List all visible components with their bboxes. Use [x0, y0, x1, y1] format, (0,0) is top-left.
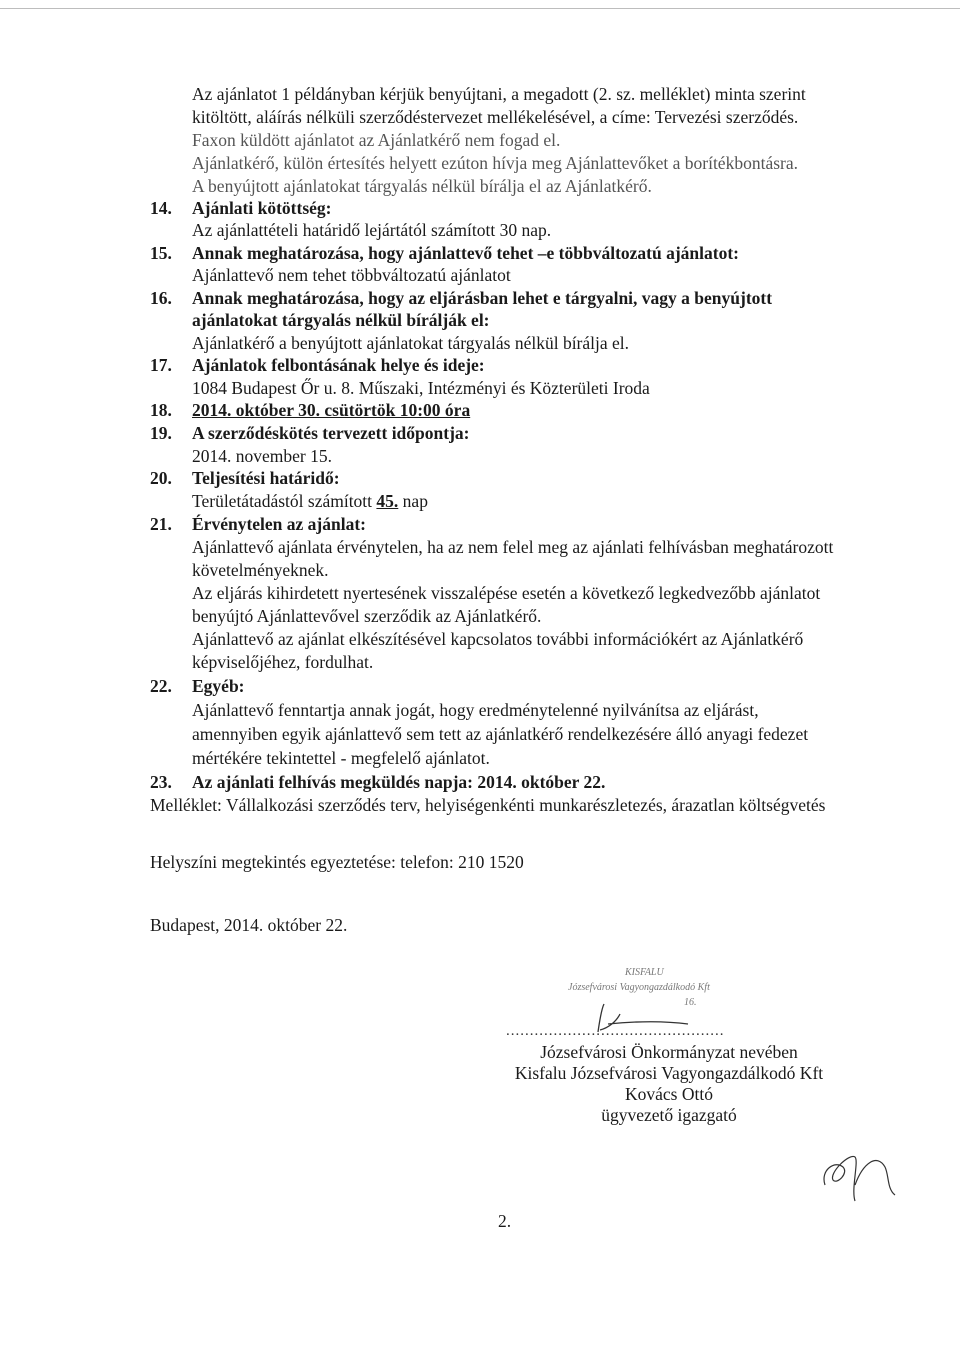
intro-line-2: kitöltött, aláírás nélküli szerződéstervezet mellékelésével, a címe: Tervezési szerződés. [192, 107, 799, 127]
intro-line-1: Az ajánlatot 1 példányban kérjük benyújtani, a megadott (2. sz. melléklet) minta szerint [192, 84, 806, 104]
page-number: 2. [498, 1211, 512, 1231]
signatory-line-2: Kisfalu Józsefvárosi Vagyongazdálkodó Kft [514, 1063, 824, 1083]
item-heading-15: Annak meghatározása, hogy ajánlattevő tehet –e többváltozatú ajánlatot: [192, 243, 740, 263]
item-text-19: 2014. november 15. [192, 446, 332, 466]
item-text-22-line-3: mértékére tekintettel - megfelelő ajánlatot. [192, 748, 490, 768]
intro-line-5: A benyújtott ajánlatokat tárgyalás nélkül bírálja el az Ajánlatkérő. [192, 176, 652, 196]
item-heading-22: Egyéb: [192, 676, 245, 696]
item-number-19: 19. [150, 423, 172, 443]
stamp-line-3: 16. [684, 997, 697, 1008]
item-text-21-line-4: benyújtó Ajánlattevővel szerződik az Ajánlatkérő. [192, 606, 542, 626]
signatory-title: ügyvezető igazgató [601, 1105, 737, 1125]
item-text-21-line-6: képviselőjéhez, fordulhat. [192, 652, 374, 672]
item-number-15: 15. [150, 243, 172, 263]
item-number-23: 23. [150, 772, 172, 792]
item-text-20-tail: nap [398, 491, 428, 511]
item-text-15: Ajánlattevő nem tehet többváltozatú ajánlatot [192, 265, 511, 285]
item-heading-19: A szerződéskötés tervezett időpontja: [192, 423, 470, 443]
item-text-22-line-2: amennyiben egyik ajánlattevő sem tett az ajánlatkérő rendelkezésére álló anyagi fedezet [192, 724, 809, 744]
item-number-20: 20. [150, 468, 172, 488]
item-heading-21: Érvénytelen az ajánlat: [192, 514, 366, 534]
signatory-name: Kovács Ottó [625, 1084, 713, 1104]
item-text-21-line-5: Ajánlattevő az ajánlat elkészítésével kapcsolatos további információkért az Ajánlatkérő [192, 629, 804, 649]
item-text-16: Ajánlatkérő a benyújtott ajánlatokat tárgyalás nélkül bírálja el. [192, 333, 630, 353]
item-heading-14: Ajánlati kötöttség: [192, 198, 332, 218]
attachment-line: Melléklet: Vállalkozási szerződés terv, helyiségenkénti munkarészletezés, árazatlan költségvetés [150, 795, 826, 815]
item-text-20 [192, 491, 428, 511]
item-number-14: 14. [150, 198, 172, 218]
item-text-22-line-1: Ajánlattevő fenntartja annak jogát, hogy eredménytelenné nyilvánítsa az eljárást, [192, 700, 759, 720]
item-text-21-line-2: követelményeknek. [192, 560, 329, 580]
initials-scribble [815, 1145, 905, 1215]
site-visit-line: Helyszíni megtekintés egyeztetése: telefon: 210 1520 [150, 852, 524, 872]
item-heading-23: Az ajánlati felhívás megküldés napja: 2014. október 22. [192, 772, 606, 792]
item-text-17: 1084 Budapest Őr u. 8. Műszaki, Intézményi és Közterületi Iroda [192, 378, 650, 398]
item-heading-16-line-2: ajánlatokat tárgyalás nélkül bírálják el: [192, 310, 490, 330]
item-text-20-lead: Területátadástól számított [192, 491, 377, 511]
stamp-line-2: Józsefvárosi Vagyongazdálkodó Kft [568, 982, 710, 993]
item-heading-16-line-1: Annak meghatározása, hogy az eljárásban lehet e tárgyalni, vagy a benyújtott [192, 288, 773, 308]
item-number-17: 17. [150, 355, 172, 375]
item-number-22: 22. [150, 676, 172, 696]
intro-line-4: Ajánlatkérő, külön értesítés helyett ezúton hívja meg Ajánlattevőket a borítékbontásra. [192, 153, 798, 173]
signatory-line-1: Józsefvárosi Önkormányzat nevében [540, 1042, 798, 1062]
item-heading-18: 2014. október 30. csütörtök 10:00 óra [192, 400, 471, 420]
intro-line-3: Faxon küldött ajánlatot az Ajánlatkérő nem fogad el. [192, 130, 561, 150]
item-text-14: Az ajánlattételi határidő lejártától számított 30 nap. [192, 220, 552, 240]
item-number-16: 16. [150, 288, 172, 308]
item-heading-17: Ajánlatok felbontásának helye és ideje: [192, 355, 485, 375]
item-number-18: 18. [150, 400, 172, 420]
place-and-date: Budapest, 2014. október 22. [150, 915, 348, 935]
item-heading-20: Teljesítési határidő: [192, 468, 340, 488]
signature-line: .............................................. [506, 1023, 725, 1039]
item-number-21: 21. [150, 514, 172, 534]
item-text-20-days: 45. [376, 491, 399, 511]
item-text-21-line-1: Ajánlattevő ajánlata érvénytelen, ha az nem felel meg az ajánlati felhívásban meghatározott [192, 537, 834, 557]
stamp-line-1: KISFALU [625, 967, 664, 978]
scan-edge-line [0, 8, 960, 9]
item-text-21-line-3: Az eljárás kihirdetett nyertesének visszalépése esetén a következő legkedvezőbb ajánlatot [192, 583, 821, 603]
